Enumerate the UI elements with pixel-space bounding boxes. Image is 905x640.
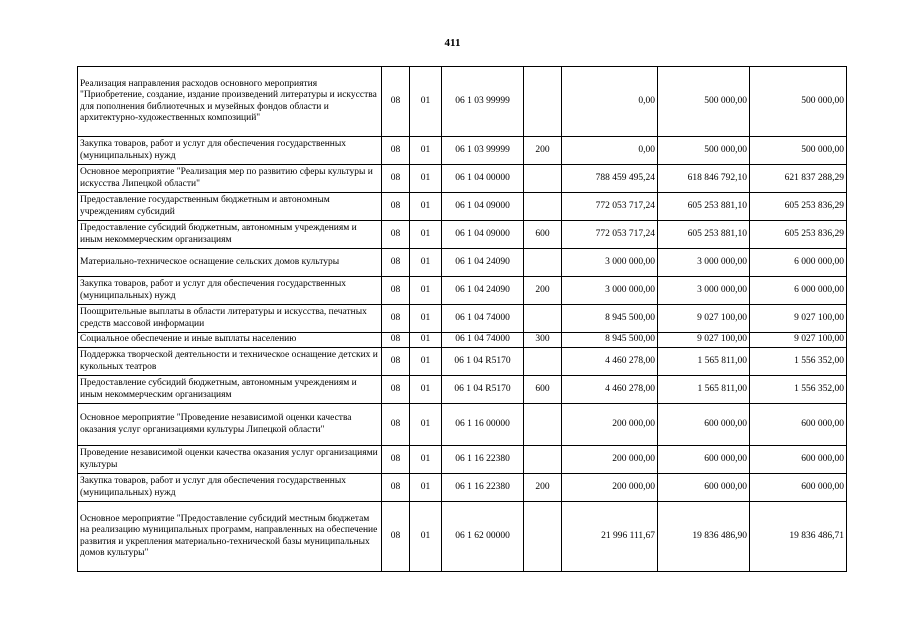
table-cell-sum-1: 21 996 111,67 [562,502,658,572]
table-cell-section: 08 [382,221,410,249]
table-cell-expense-type [524,305,562,333]
table-cell-sum-3: 621 837 288,29 [750,165,847,193]
table-cell-expense-type: 300 [524,333,562,348]
table-cell-name: Предоставление субсидий бюджетным, автономным учреждениям и иным некоммерческим организациям [78,376,382,404]
table-cell-subsection: 01 [410,165,442,193]
table-cell-sum-1: 788 459 495,24 [562,165,658,193]
table-cell-section: 08 [382,249,410,277]
table-cell-section: 08 [382,404,410,446]
table-row [78,193,847,221]
table-row [78,137,847,165]
table-cell-sum-2: 9 027 100,00 [658,333,750,348]
table-cell-subsection: 01 [410,474,442,502]
table-cell-section: 08 [382,305,410,333]
table-cell-name: Закупка товаров, работ и услуг для обеспечения государственных (муниципальных) нужд [78,137,382,165]
table-cell-subsection: 01 [410,348,442,376]
budget-table [77,66,847,572]
table-cell-expense-type [524,446,562,474]
table-cell-target: 06 1 16 22380 [442,446,524,474]
table-cell-sum-3: 600 000,00 [750,404,847,446]
table-cell-section: 08 [382,333,410,348]
table-cell-expense-type: 600 [524,221,562,249]
table-cell-subsection: 01 [410,221,442,249]
table-row [78,67,847,137]
table-cell-section: 08 [382,193,410,221]
table-cell-sum-2: 19 836 486,90 [658,502,750,572]
table-cell-expense-type [524,404,562,446]
table-cell-target: 06 1 16 00000 [442,404,524,446]
table-cell-target: 06 1 04 09000 [442,221,524,249]
table-cell-name: Поощрительные выплаты в области литературы и искусства, печатных средств массовой информации [78,305,382,333]
table-cell-sum-3: 6 000 000,00 [750,249,847,277]
table-cell-expense-type: 200 [524,277,562,305]
table-cell-sum-1: 200 000,00 [562,404,658,446]
table-cell-sum-3: 605 253 836,29 [750,193,847,221]
table-cell-name: Предоставление субсидий бюджетным, автономным учреждениям и иным некоммерческим организациям [78,221,382,249]
table-cell-target: 06 1 03 99999 [442,67,524,137]
table-cell-section: 08 [382,348,410,376]
table-cell-subsection: 01 [410,376,442,404]
table-cell-section: 08 [382,376,410,404]
table-cell-expense-type [524,165,562,193]
table-cell-target: 06 1 16 22380 [442,474,524,502]
table-cell-section: 08 [382,165,410,193]
table-cell-sum-1: 3 000 000,00 [562,277,658,305]
table-cell-sum-2: 1 565 811,00 [658,376,750,404]
table-cell-target: 06 1 04 R5170 [442,376,524,404]
table-cell-sum-1: 3 000 000,00 [562,249,658,277]
table-cell-expense-type: 200 [524,137,562,165]
table-cell-name: Поддержка творческой деятельности и техническое оснащение детских и кукольных театров [78,348,382,376]
page-number: 411 [444,37,461,49]
table-cell-sum-2: 1 565 811,00 [658,348,750,376]
table-row [78,404,847,446]
table-cell-name: Основное мероприятие "Проведение независимой оценки качества оказания услуг организациями культуры Липецкой области" [78,404,382,446]
table-cell-subsection: 01 [410,305,442,333]
table-cell-sum-2: 500 000,00 [658,137,750,165]
table-cell-sum-2: 600 000,00 [658,474,750,502]
table-cell-subsection: 01 [410,193,442,221]
table-cell-target: 06 1 04 74000 [442,305,524,333]
table-cell-subsection: 01 [410,137,442,165]
table-cell-expense-type [524,502,562,572]
table-cell-target: 06 1 62 00000 [442,502,524,572]
table-cell-section: 08 [382,67,410,137]
table-cell-section: 08 [382,474,410,502]
table-cell-name: Закупка товаров, работ и услуг для обеспечения государственных (муниципальных) нужд [78,474,382,502]
table-row [78,249,847,277]
table-cell-sum-1: 8 945 500,00 [562,333,658,348]
table-cell-sum-1: 772 053 717,24 [562,221,658,249]
table-row [78,305,847,333]
table-row [78,348,847,376]
table-cell-subsection: 01 [410,404,442,446]
table-row [78,333,847,348]
table-cell-target: 06 1 04 74000 [442,333,524,348]
table-cell-section: 08 [382,502,410,572]
table-cell-sum-1: 0,00 [562,67,658,137]
table-row [78,376,847,404]
table-cell-sum-2: 618 846 792,10 [658,165,750,193]
table-cell-sum-3: 9 027 100,00 [750,333,847,348]
table-cell-expense-type [524,348,562,376]
table-row [78,277,847,305]
table-cell-sum-2: 9 027 100,00 [658,305,750,333]
table-cell-sum-3: 1 556 352,00 [750,376,847,404]
table-cell-sum-1: 4 460 278,00 [562,348,658,376]
table-cell-sum-2: 600 000,00 [658,404,750,446]
table-cell-sum-1: 8 945 500,00 [562,305,658,333]
table-cell-sum-3: 6 000 000,00 [750,277,847,305]
table-cell-sum-1: 4 460 278,00 [562,376,658,404]
table-cell-subsection: 01 [410,67,442,137]
table-cell-sum-2: 3 000 000,00 [658,277,750,305]
table-cell-sum-3: 600 000,00 [750,474,847,502]
table-cell-expense-type [524,249,562,277]
table-row [78,474,847,502]
table-cell-target: 06 1 04 09000 [442,193,524,221]
table-cell-name: Реализация направления расходов основного мероприятия "Приобретение, создание, издание произведений литературы и искусства для пополнения библиотечных и музейных фондов области и архитектурно-художественных композиций" [78,67,382,137]
table-cell-sum-1: 200 000,00 [562,474,658,502]
table-cell-sum-1: 0,00 [562,137,658,165]
table-cell-target: 06 1 03 99999 [442,137,524,165]
table-cell-expense-type: 200 [524,474,562,502]
table-cell-target: 06 1 04 R5170 [442,348,524,376]
table-cell-name: Проведение независимой оценки качества оказания услуг организациями культуры [78,446,382,474]
table-cell-sum-2: 605 253 881,10 [658,193,750,221]
table-cell-sum-2: 500 000,00 [658,67,750,137]
table-row [78,165,847,193]
table-cell-section: 08 [382,446,410,474]
table-cell-sum-2: 605 253 881,10 [658,221,750,249]
table-row [78,446,847,474]
table-cell-sum-3: 9 027 100,00 [750,305,847,333]
table-cell-subsection: 01 [410,446,442,474]
table-cell-expense-type [524,193,562,221]
table-cell-target: 06 1 04 24090 [442,277,524,305]
table-cell-sum-3: 19 836 486,71 [750,502,847,572]
table-cell-section: 08 [382,137,410,165]
table-cell-sum-3: 600 000,00 [750,446,847,474]
table-cell-name: Основное мероприятие "Реализация мер по развитию сферы культуры и искусства Липецкой области" [78,165,382,193]
table-cell-subsection: 01 [410,277,442,305]
table-cell-expense-type [524,67,562,137]
table-cell-section: 08 [382,277,410,305]
table-cell-sum-1: 200 000,00 [562,446,658,474]
table-cell-name: Закупка товаров, работ и услуг для обеспечения государственных (муниципальных) нужд [78,277,382,305]
table-cell-sum-2: 3 000 000,00 [658,249,750,277]
table-cell-sum-3: 605 253 836,29 [750,221,847,249]
table-cell-sum-3: 500 000,00 [750,67,847,137]
table-cell-sum-3: 1 556 352,00 [750,348,847,376]
table-cell-subsection: 01 [410,502,442,572]
table-cell-subsection: 01 [410,249,442,277]
table-row [78,221,847,249]
table-cell-sum-3: 500 000,00 [750,137,847,165]
table-cell-expense-type: 600 [524,376,562,404]
table-cell-sum-1: 772 053 717,24 [562,193,658,221]
table-cell-name: Материально-техническое оснащение сельских домов культуры [78,249,382,277]
table-cell-sum-2: 600 000,00 [658,446,750,474]
table-cell-target: 06 1 04 00000 [442,165,524,193]
table-cell-name: Основное мероприятие "Предоставление субсидий местным бюджетам на реализацию муниципальных программ, направленных на обеспечение развития и укрепления материально-технической базы муниципальных домов культуры" [78,502,382,572]
table-cell-target: 06 1 04 24090 [442,249,524,277]
table-row [78,502,847,572]
table-cell-name: Социальное обеспечение и иные выплаты населению [78,333,382,348]
table-cell-subsection: 01 [410,333,442,348]
table-cell-name: Предоставление государственным бюджетным и автономным учреждениям субсидий [78,193,382,221]
